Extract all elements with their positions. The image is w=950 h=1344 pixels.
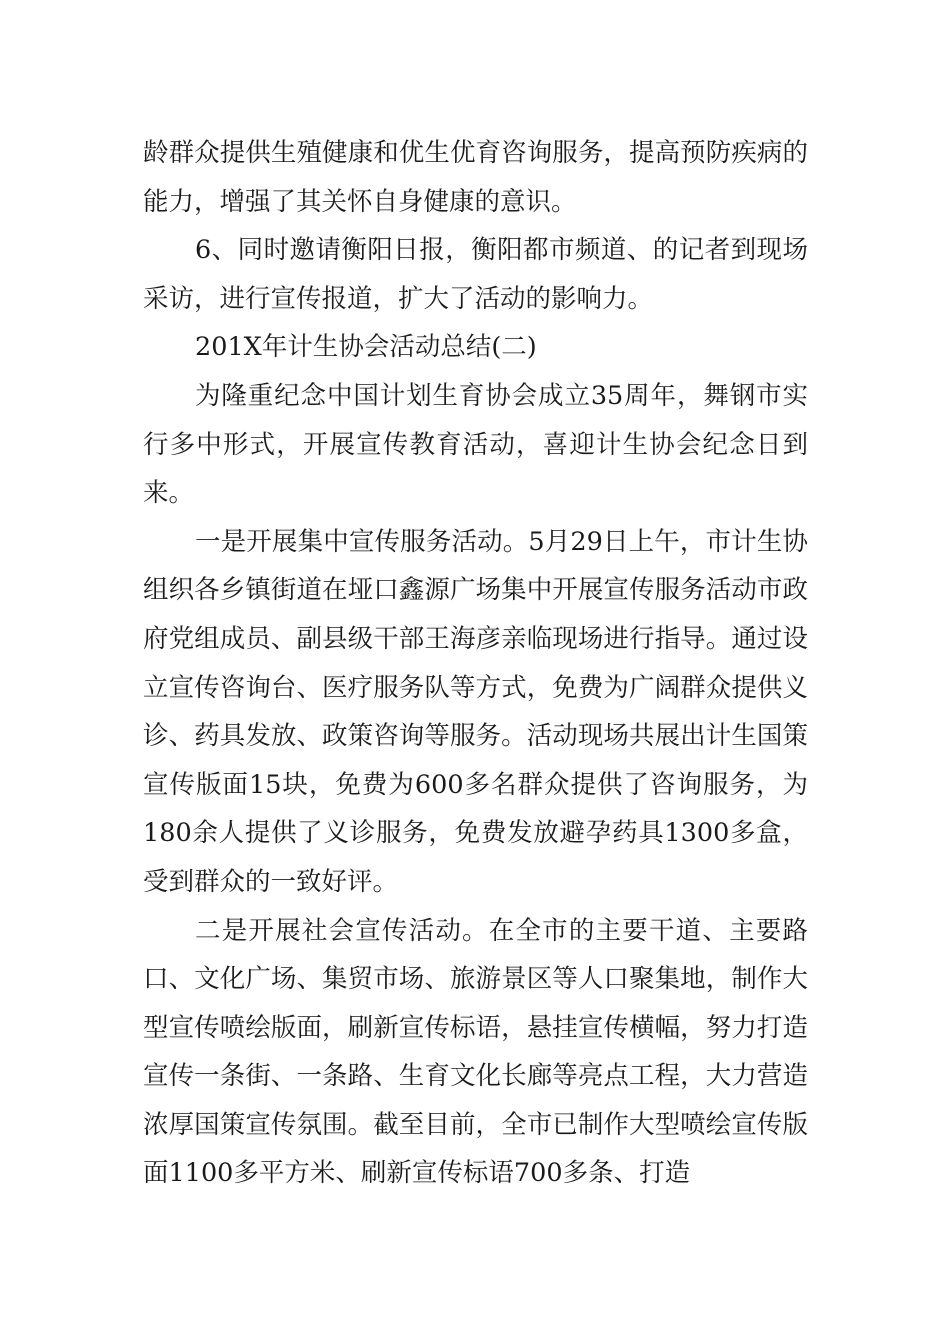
paragraph-continuation: 龄群众提供生殖健康和优生优育咨询服务，提高预防疾病的能力，增强了其关怀自身健康的意识。 [143, 138, 808, 217]
section-title: 201X年计生协会活动总结(二) [195, 332, 537, 363]
document-body [143, 129, 808, 1198]
paragraph-intro: 为隆重纪念中国计划生育协会成立35周年，舞钢市实行多中形式，开展宣传教育活动，喜迎计生协会纪念日到来。 [143, 380, 808, 509]
paragraph-second-activity: 二是开展社会宣传活动。在全市的主要干道、主要路口、文化广场、集贸市场、旅游景区等人口聚集地，制作大型宣传喷绘版面，刷新宣传标语，悬挂宣传横幅，努力打造宣传一条街、一条路、生育文化长廊等亮点工程，大力营造浓厚国策宣传氛围。截至目前，全市已制作大型喷绘宣传版面1100多平方米、刷新宣传标语700多条、打造 [143, 915, 808, 1189]
paragraph-first-activity: 一是开展集中宣传服务活动。5月29日上午，市计生协组织各乡镇街道在垭口鑫源广场集中开展宣传服务活动市政府党组成员、副县级干部王海彦亲临现场进行指导。通过设立宣传咨询台、医疗服务队等方式，免费为广阔群众提供义诊、药具发放、政策咨询等服务。活动现场共展出计生国策宣传版面15块，免费为600多名群众提供了咨询服务，为180余人提供了义诊服务，免费发放避孕药具1300多盒，受到群众的一致好评。 [143, 526, 808, 897]
paragraph-item-6: 6、同时邀请衡阳日报，衡阳都市频道、的记者到现场采访，进行宣传报道，扩大了活动的影响力。 [143, 235, 808, 314]
